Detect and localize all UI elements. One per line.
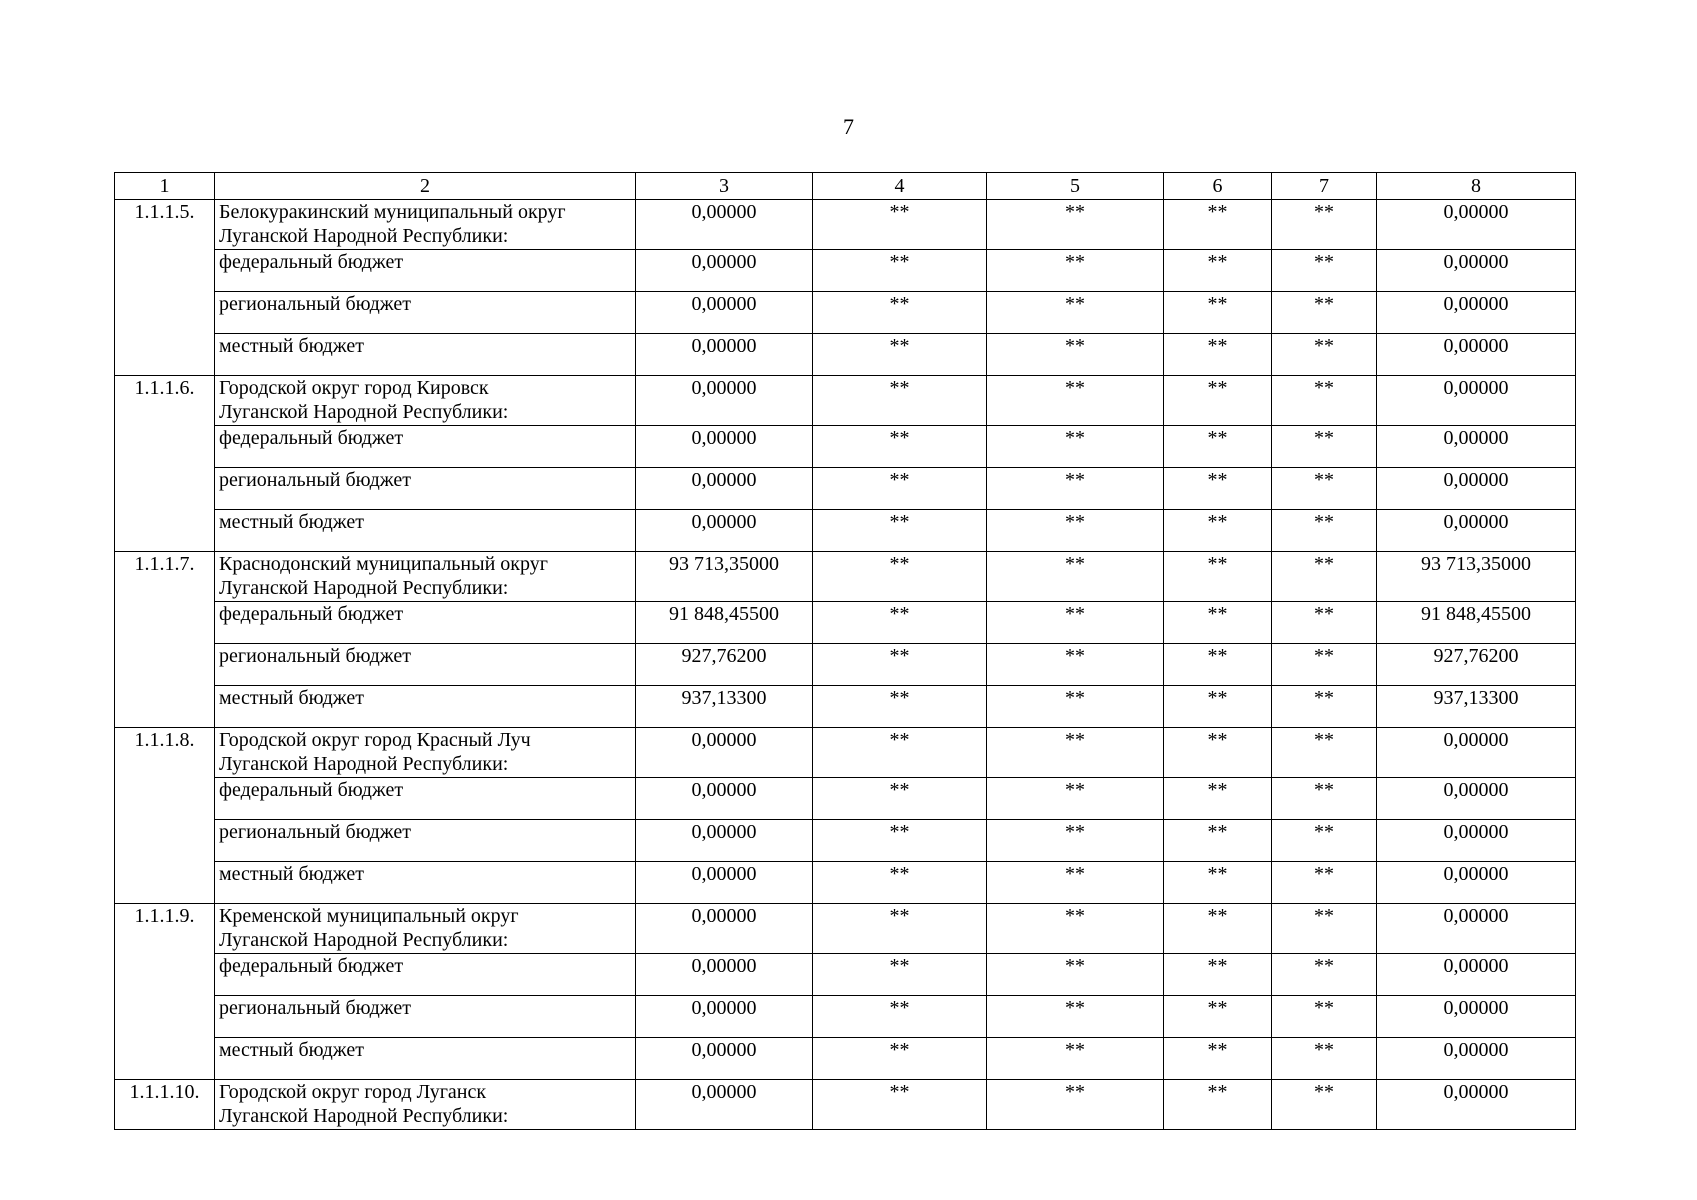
value-col-6: ** [1164,426,1272,468]
value-col-6: ** [1164,292,1272,334]
value-col-8: 0,00000 [1377,778,1576,820]
value-col-8: 0,00000 [1377,200,1576,250]
value-col-4: ** [813,862,987,904]
item-number: 1.1.1.5. [115,200,215,376]
value-col-7: ** [1272,334,1377,376]
value-col-6: ** [1164,728,1272,778]
value-col-6: ** [1164,376,1272,426]
name-line: региональный бюджет [219,469,411,491]
value-col-7: ** [1272,552,1377,602]
value-col-6: ** [1164,686,1272,728]
value-col-4: ** [813,552,987,602]
name-line: Луганской Народной Республики: [219,225,509,247]
value-col-8: 0,00000 [1377,1038,1576,1080]
name-line: федеральный бюджет [219,779,404,801]
column-number-row [115,173,1576,200]
value-col-5: ** [987,1038,1164,1080]
name-line: Луганской Народной Республики: [219,929,509,951]
budget-level-name [215,292,636,334]
value-col-7: ** [1272,602,1377,644]
value-col-7: ** [1272,778,1377,820]
value-col-3: 0,00000 [636,376,813,426]
value-col-4: ** [813,200,987,250]
table-row [115,954,1576,996]
value-col-6: ** [1164,862,1272,904]
value-col-6: ** [1164,644,1272,686]
table-row [115,426,1576,468]
value-col-3: 0,00000 [636,904,813,954]
value-col-8: 937,13300 [1377,686,1576,728]
value-col-4: ** [813,250,987,292]
budget-level-name [215,686,636,728]
value-col-5: ** [987,426,1164,468]
name-line: федеральный бюджет [219,603,404,625]
name-line: Краснодонский муниципальный округ [219,553,548,575]
column-number: 2 [215,173,636,200]
name-line: Луганской Народной Республики: [219,577,509,599]
value-col-6: ** [1164,778,1272,820]
value-col-7: ** [1272,510,1377,552]
budget-level-name [215,510,636,552]
table-body [115,200,1576,1130]
table-row [115,862,1576,904]
value-col-5: ** [987,996,1164,1038]
value-col-3: 0,00000 [636,334,813,376]
value-col-7: ** [1272,200,1377,250]
budget-level-name [215,778,636,820]
value-col-8: 91 848,45500 [1377,602,1576,644]
item-number: 1.1.1.9. [115,904,215,1080]
table-row [115,376,1576,426]
value-col-5: ** [987,250,1164,292]
budget-table [114,172,1576,1130]
value-col-8: 0,00000 [1377,728,1576,778]
name-line: региональный бюджет [219,997,411,1019]
value-col-5: ** [987,862,1164,904]
value-col-7: ** [1272,686,1377,728]
value-col-6: ** [1164,1080,1272,1130]
value-col-5: ** [987,552,1164,602]
budget-level-name [215,334,636,376]
table-row [115,200,1576,250]
value-col-6: ** [1164,820,1272,862]
value-col-5: ** [987,778,1164,820]
value-col-3: 0,00000 [636,954,813,996]
value-col-7: ** [1272,862,1377,904]
value-col-3: 0,00000 [636,728,813,778]
table-row [115,820,1576,862]
column-number: 1 [115,173,215,200]
name-line: региональный бюджет [219,821,411,843]
table-row [115,778,1576,820]
value-col-4: ** [813,376,987,426]
territory-name [215,1080,636,1130]
value-col-3: 0,00000 [636,1038,813,1080]
value-col-6: ** [1164,200,1272,250]
value-col-6: ** [1164,334,1272,376]
item-number: 1.1.1.10. [115,1080,215,1130]
value-col-7: ** [1272,250,1377,292]
value-col-3: 91 848,45500 [636,602,813,644]
value-col-8: 0,00000 [1377,250,1576,292]
value-col-7: ** [1272,728,1377,778]
name-line: местный бюджет [219,511,364,533]
value-col-3: 0,00000 [636,200,813,250]
name-line: Белокуракинский муниципальный округ [219,201,566,223]
value-col-6: ** [1164,954,1272,996]
value-col-3: 0,00000 [636,292,813,334]
value-col-4: ** [813,602,987,644]
value-col-7: ** [1272,1080,1377,1130]
table-row [115,468,1576,510]
value-col-3: 0,00000 [636,820,813,862]
table-row [115,250,1576,292]
budget-level-name [215,820,636,862]
name-line: Луганской Народной Республики: [219,401,509,423]
name-line: местный бюджет [219,1039,364,1061]
column-number: 4 [813,173,987,200]
territory-name [215,552,636,602]
value-col-6: ** [1164,510,1272,552]
value-col-4: ** [813,468,987,510]
budget-level-name [215,602,636,644]
name-line: Кременской муниципальный округ [219,905,519,927]
name-line: местный бюджет [219,335,364,357]
table-row [115,1080,1576,1130]
value-col-3: 0,00000 [636,778,813,820]
territory-name [215,376,636,426]
value-col-6: ** [1164,468,1272,510]
value-col-8: 0,00000 [1377,904,1576,954]
name-line: Луганской Народной Республики: [219,753,509,775]
value-col-3: 0,00000 [636,510,813,552]
name-line: Луганской Народной Республики: [219,1105,509,1127]
value-col-6: ** [1164,1038,1272,1080]
value-col-4: ** [813,820,987,862]
table-row [115,644,1576,686]
value-col-5: ** [987,686,1164,728]
table-header [115,173,1576,200]
table-row [115,728,1576,778]
budget-level-name [215,996,636,1038]
value-col-3: 0,00000 [636,468,813,510]
value-col-3: 0,00000 [636,250,813,292]
name-line: федеральный бюджет [219,427,404,449]
value-col-4: ** [813,686,987,728]
page-number: 7 [843,114,854,139]
item-number: 1.1.1.7. [115,552,215,728]
value-col-3: 93 713,35000 [636,552,813,602]
value-col-5: ** [987,954,1164,996]
value-col-4: ** [813,334,987,376]
table-row [115,1038,1576,1080]
value-col-4: ** [813,510,987,552]
value-col-8: 0,00000 [1377,334,1576,376]
budget-level-name [215,862,636,904]
value-col-8: 0,00000 [1377,468,1576,510]
value-col-4: ** [813,996,987,1038]
value-col-8: 0,00000 [1377,376,1576,426]
value-col-8: 927,76200 [1377,644,1576,686]
name-line: региональный бюджет [219,645,411,667]
value-col-3: 0,00000 [636,996,813,1038]
territory-name [215,200,636,250]
value-col-8: 0,00000 [1377,1080,1576,1130]
value-col-8: 0,00000 [1377,954,1576,996]
value-col-5: ** [987,376,1164,426]
value-col-5: ** [987,644,1164,686]
value-col-6: ** [1164,250,1272,292]
value-col-7: ** [1272,820,1377,862]
item-number: 1.1.1.8. [115,728,215,904]
table-row [115,996,1576,1038]
item-number: 1.1.1.6. [115,376,215,552]
value-col-7: ** [1272,1038,1377,1080]
column-number: 7 [1272,173,1377,200]
budget-level-name [215,468,636,510]
name-line: Городской округ город Кировск [219,377,489,399]
value-col-5: ** [987,602,1164,644]
table-row [115,510,1576,552]
value-col-6: ** [1164,904,1272,954]
budget-level-name [215,250,636,292]
value-col-4: ** [813,1038,987,1080]
value-col-6: ** [1164,996,1272,1038]
value-col-7: ** [1272,292,1377,334]
value-col-7: ** [1272,954,1377,996]
value-col-4: ** [813,778,987,820]
value-col-7: ** [1272,426,1377,468]
value-col-4: ** [813,728,987,778]
value-col-7: ** [1272,904,1377,954]
value-col-7: ** [1272,376,1377,426]
territory-name [215,728,636,778]
value-col-3: 0,00000 [636,426,813,468]
value-col-4: ** [813,292,987,334]
name-line: Городской округ город Красный Луч [219,729,531,751]
column-number: 6 [1164,173,1272,200]
column-number: 3 [636,173,813,200]
value-col-4: ** [813,1080,987,1130]
value-col-5: ** [987,334,1164,376]
value-col-8: 0,00000 [1377,820,1576,862]
value-col-3: 0,00000 [636,1080,813,1130]
value-col-5: ** [987,1080,1164,1130]
column-number: 8 [1377,173,1576,200]
table-row [115,602,1576,644]
table-row [115,334,1576,376]
budget-level-name [215,954,636,996]
column-number: 5 [987,173,1164,200]
value-col-5: ** [987,468,1164,510]
name-line: местный бюджет [219,687,364,709]
value-col-4: ** [813,954,987,996]
budget-level-name [215,426,636,468]
value-col-5: ** [987,820,1164,862]
value-col-5: ** [987,200,1164,250]
value-col-5: ** [987,292,1164,334]
value-col-8: 0,00000 [1377,292,1576,334]
value-col-4: ** [813,426,987,468]
value-col-8: 0,00000 [1377,996,1576,1038]
value-col-6: ** [1164,552,1272,602]
territory-name [215,904,636,954]
value-col-8: 0,00000 [1377,510,1576,552]
value-col-7: ** [1272,644,1377,686]
value-col-6: ** [1164,602,1272,644]
value-col-4: ** [813,904,987,954]
table-row [115,292,1576,334]
name-line: местный бюджет [219,863,364,885]
budget-level-name [215,1038,636,1080]
table-row [115,904,1576,954]
value-col-7: ** [1272,996,1377,1038]
value-col-8: 93 713,35000 [1377,552,1576,602]
name-line: федеральный бюджет [219,955,404,977]
table-row [115,552,1576,602]
value-col-5: ** [987,728,1164,778]
table-row [115,686,1576,728]
value-col-3: 927,76200 [636,644,813,686]
value-col-4: ** [813,644,987,686]
name-line: федеральный бюджет [219,251,404,273]
name-line: Городской округ город Луганск [219,1081,487,1103]
budget-level-name [215,644,636,686]
value-col-5: ** [987,904,1164,954]
value-col-8: 0,00000 [1377,426,1576,468]
value-col-3: 0,00000 [636,862,813,904]
value-col-5: ** [987,510,1164,552]
name-line: региональный бюджет [219,293,411,315]
value-col-7: ** [1272,468,1377,510]
value-col-3: 937,13300 [636,686,813,728]
value-col-8: 0,00000 [1377,862,1576,904]
